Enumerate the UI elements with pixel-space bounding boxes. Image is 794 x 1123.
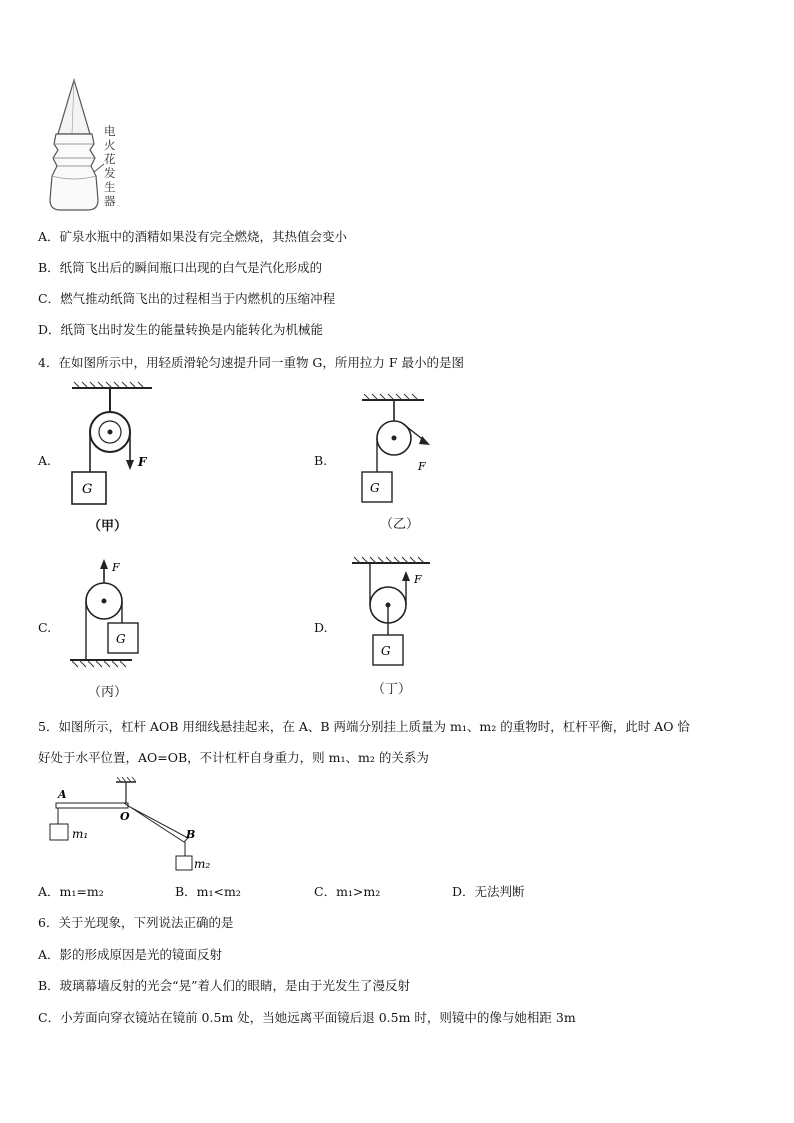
lever-diagram xyxy=(44,776,234,880)
q3-option-c: C．燃气推动纸筒飞出的过程相当于内燃机的压缩冲程 xyxy=(38,291,336,306)
q6-option-b: B．玻璃幕墙反射的光会“晃”着人们的眼睛，是由于光发生了漫反射 xyxy=(38,978,410,993)
q5-stem-line1: 5．如图所示，杠杆 AOB 用细线悬挂起来，在 A、B 两端分别挂上质量为 m₁、m₂ 的重物时，杠杆平衡，此时 AO 恰 xyxy=(38,719,690,734)
q4-stem: 4．在如图所示中，用轻质滑轮匀速提升同一重物 G，所用拉力 F 最小的是图 xyxy=(38,355,465,370)
q5-option-d: D．无法判断 xyxy=(452,884,525,899)
weight-label-d: G xyxy=(381,644,391,658)
rocket-bottle-drawing xyxy=(38,72,148,222)
igniter-label: 电 火 花 发 生 器 xyxy=(104,124,116,208)
lever-label-b: B xyxy=(186,828,196,841)
lever-label-o: O xyxy=(120,810,130,823)
q4-caption-d: （丁） xyxy=(372,682,412,697)
force-label-d: F xyxy=(414,573,422,586)
pulley-diagram-b xyxy=(354,390,454,514)
pulley-diagram-c xyxy=(66,555,166,679)
q3-option-d: D．纸筒飞出时发生的能量转换是内能转化为机械能 xyxy=(38,322,324,337)
lever-label-m1: m₁ xyxy=(72,827,89,841)
pulley-diagram-d xyxy=(344,555,444,679)
q5-stem-line2: 好处于水平位置，AO=OB，不计杠杆自身重力，则 m₁、m₂ 的关系为 xyxy=(38,750,429,765)
force-label-b: F xyxy=(418,460,426,473)
q5-option-a: A．m₁=m₂ xyxy=(38,884,104,899)
q6-option-a: A．影的形成原因是光的镜面反射 xyxy=(38,947,223,962)
q4-option-c-letter: C. xyxy=(38,620,52,635)
lever-label-a: A xyxy=(58,788,67,801)
q4-caption-c: （丙） xyxy=(88,685,128,700)
force-label-c: F xyxy=(112,561,120,574)
q4-option-a-letter: A. xyxy=(38,453,52,468)
q5-option-c: C．m₁>m₂ xyxy=(314,884,381,899)
weight-label-a: G xyxy=(82,482,93,497)
q4-option-d-letter: D. xyxy=(314,620,328,635)
q4-option-b-letter: B. xyxy=(314,453,328,468)
q3-option-b: B．纸筒飞出后的瞬间瓶口出现的白气是汽化形成的 xyxy=(38,260,323,275)
weight-label-b: G xyxy=(370,481,380,495)
rocket-bottle-figure xyxy=(38,72,148,222)
q4-caption-b: （乙） xyxy=(380,517,420,532)
q5-option-b: B．m₁<m₂ xyxy=(175,884,241,899)
q6-stem: 6．关于光现象，下列说法正确的是 xyxy=(38,915,234,930)
pulley-diagram-a xyxy=(60,380,170,514)
q3-option-a: A．矿泉水瓶中的酒精如果没有完全燃烧，其热值会变小 xyxy=(38,229,348,244)
weight-label-c: G xyxy=(116,632,126,646)
lever-label-m2: m₂ xyxy=(194,857,211,871)
q4-caption-a: （甲） xyxy=(88,519,128,534)
q6-option-c: C．小芳面向穿衣镜站在镜前 0.5m 处，当她远离平面镜后退 0.5m 时，则镜中的像与她相距 3m xyxy=(38,1010,576,1025)
force-label-a: F xyxy=(138,455,147,469)
